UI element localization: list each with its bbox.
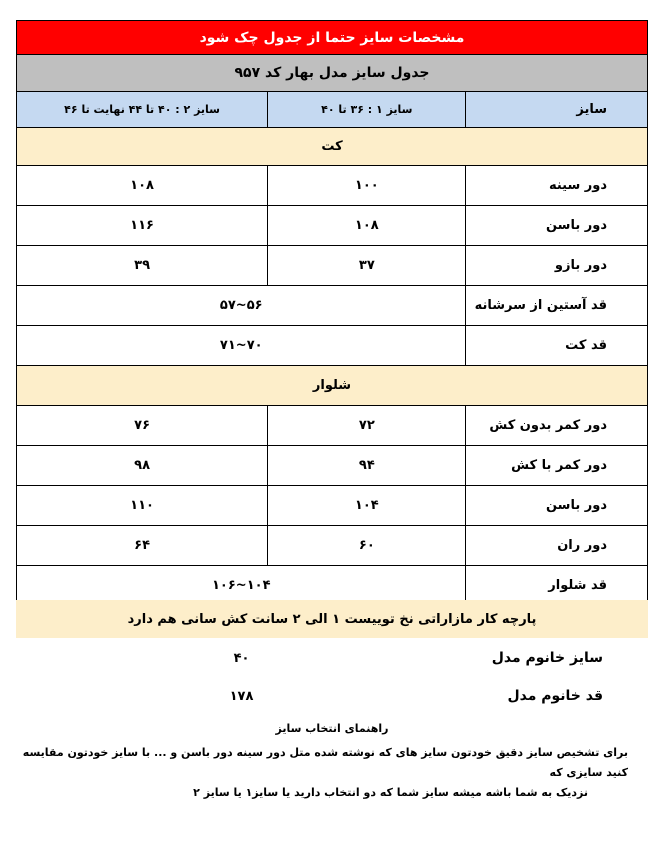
row-label: دور باسن [545,498,607,513]
warning-row [16,20,648,55]
spanned-value: ۵۶~۵۷ [17,286,466,325]
size1-value: ۹۴ [268,446,466,485]
row-label: دور کمر بدون کش [489,418,607,433]
model-height-row [16,679,648,713]
model-height-value: ۱۷۸ [229,688,254,704]
size-guide [16,722,648,803]
table-row [16,166,648,206]
table-row [16,246,648,286]
table-row [16,526,648,566]
row-label: دور کمر با کش [511,458,607,473]
row-label: قد شلوار [548,578,607,593]
pants-section-title: شلوار [312,378,352,393]
table-row [16,406,648,446]
size2-value: ۹۸ [17,446,268,485]
size1-value: ۷۲ [268,406,466,445]
table-row [16,326,648,366]
table-row [16,446,648,486]
size2-header: سایز ۲ : ۴۰ تا ۴۴ نهایت تا ۴۶ [17,92,268,127]
guide-line: برای تشخیص سایز دقیق خودتون سایز های که نوشته شده متل دور سینه دور باسن و ... با سایز خودتون مقایسه کنید سایزی که [22,746,628,779]
row-label: دور باسن [545,218,607,233]
spanned-value: ۷۰~۷۱ [17,326,466,365]
size-header-row [16,92,648,128]
size2-value: ۶۴ [17,526,268,565]
model-size-value: ۴۰ [233,650,250,666]
table-row [16,286,648,326]
row-label: دور بازو [554,258,607,273]
model-height-label: قد خانوم مدل [507,688,603,704]
size1-value: ۱۰۰ [268,166,466,205]
size2-value: ۱۱۰ [17,486,268,525]
size2-value: ۷۶ [17,406,268,445]
coat-section-row [16,128,648,166]
row-label: قد کت [565,338,607,353]
model-size-row [16,641,648,675]
size2-value: ۳۹ [17,246,268,285]
title-row [16,55,648,92]
row-label: قد آستین از سرشانه [474,298,607,313]
model-size-label: سایز خانوم مدل [491,650,603,666]
spanned-value: ۱۰۴~۱۰۶ [17,566,466,605]
size2-value: ۱۱۶ [17,206,268,245]
guide-title: راهنمای انتخاب سایز [275,722,389,735]
table-row [16,486,648,526]
row-label: دور سینه [548,178,607,193]
size1-value: ۱۰۴ [268,486,466,525]
table-row [16,206,648,246]
row-label: دور ران [557,538,607,553]
size1-header: سایز ۱ : ۳۶ تا ۴۰ [268,92,466,127]
size1-value: ۱۰۸ [268,206,466,245]
table-title: جدول سایز مدل بهار کد ۹۵۷ [17,55,647,91]
size2-value: ۱۰۸ [17,166,268,205]
size1-value: ۳۷ [268,246,466,285]
size-table [16,20,648,606]
guide-line: نزدیک به شما باشه میشه سایز شما که دو انتخاب دارید یا سایز۱ یا سایز ۲ [193,786,588,799]
coat-section-title: کت [321,139,343,154]
fabric-note: پارچه کار مازاراتی نخ توییست ۱ الی ۲ سانت کش سانی هم دارد [16,600,648,638]
size1-value: ۶۰ [268,526,466,565]
pants-section-row [16,366,648,406]
warning-banner: مشخصات سایز حتما از جدول چک شود [17,21,647,54]
size-label: سایز [466,92,647,127]
